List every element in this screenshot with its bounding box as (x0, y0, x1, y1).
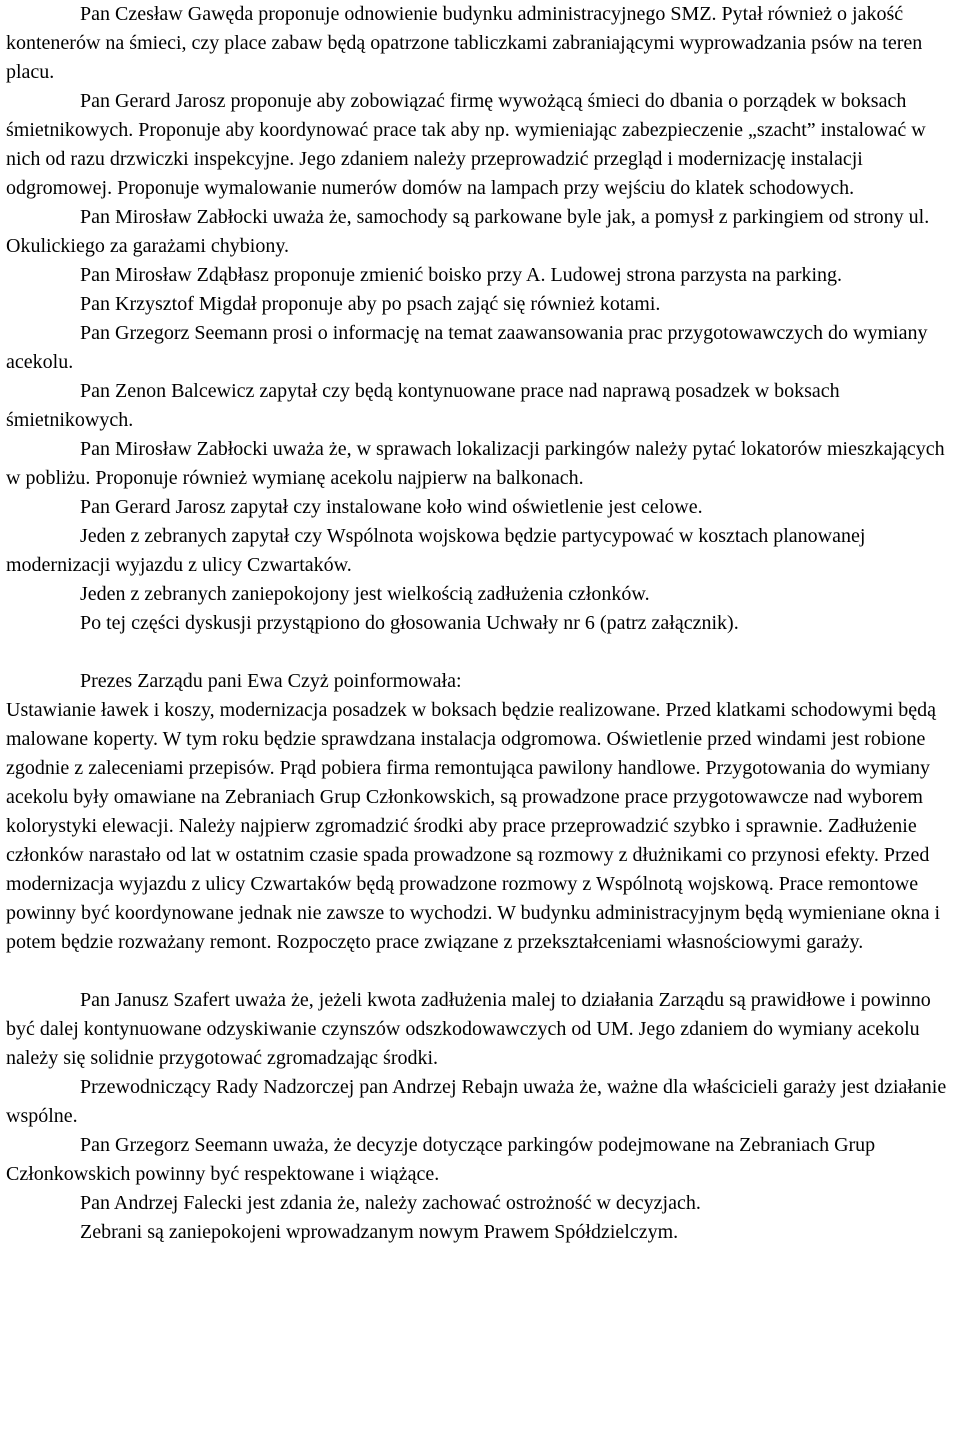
paragraph-zablocki-1: Pan Mirosław Zabłocki uważa że, samochody są parkowane byle jak, a pomysł z parkingiem od strony ul. Okulickiego za garażami chybiony. (6, 206, 930, 257)
president-heading: Prezes Zarządu pani Ewa Czyż poinformowała: (80, 670, 462, 692)
paragraph-prawo: Zebrani są zaniepokojeni wprowadzanym nowym Prawem Spółdzielczym. (80, 1221, 679, 1243)
paragraph-jarosz-2: Pan Gerard Jarosz zapytał czy instalowane koło wind oświetlenie jest celowe. (80, 496, 703, 518)
paragraph-zadluzenie: Jeden z zebranych zaniepokojony jest wielkością zadłużenia członków. (80, 583, 650, 605)
paragraph-jarosz: Pan Gerard Jarosz proponuje aby zobowiązać firmę wywożącą śmieci do dbania o porządek w boksach śmietnikowych. Proponuje aby koordynować prace tak aby np. wymieniając zabezpieczenie „szacht” instalować w nich od razu drzwiczki inspekcyjne. Jego zdaniem należy przeprowadzić przegląd i modernizację instalacji odgromowej. Proponuje wymalowanie numerów domów na lampach przy wejściu do klatek schodowych. (6, 90, 926, 199)
document-page (6, 0, 956, 1247)
paragraph-balcewicz: Pan Zenon Balcewicz zapytał czy będą kontynuowane prace nad naprawą posadzek w boksach śmietnikowych. (6, 380, 840, 431)
paragraph-seemann-2: Pan Grzegorz Seemann uważa, że decyzje dotyczące parkingów podejmowane na Zebraniach Grup Członkowskich powinny być respektowane i wiążące. (6, 1134, 876, 1185)
paragraph-glosowanie: Po tej części dyskusji przystąpiono do głosowania Uchwały nr 6 (patrz załącznik). (80, 612, 739, 634)
paragraph-gap (6, 957, 956, 986)
paragraph-migdal: Pan Krzysztof Migdał proponuje aby po psach zająć się również kotami. (80, 293, 661, 315)
paragraph-zablocki-2: Pan Mirosław Zabłocki uważa że, w sprawach lokalizacji parkingów należy pytać lokatorów mieszkających w pobliżu. Proponuje również wymianę acekolu najpierw na balkonach. (6, 438, 945, 489)
president-text: Ustawianie ławek i koszy, modernizacja posadzek w boksach będzie realizowane. Przed klatkami schodowymi będą malowane koperty. W tym roku będzie sprawdzana instalacja odgromowa. Oświetlenie przed windami jest robione zgodnie z zaleceniami przepisów. Prąd pobiera firma remontująca pawilony handlowe. Przygotowania do wymiany acekolu były omawiane na Zebraniach Grup Członkowskich, są prowadzone prace przygotowawcze nad wyborem kolorystyki elewacji. Należy najpierw zgromadzić środki aby prace przeprowadzić szybko i sprawnie. Zadłużenie członków narastało od lat w ostatnim czasie spada prowadzone są rozmowy z dłużnikami co przynosi efekty. Przed modernizacja wyjazdu z ulicy Czwartaków będą prowadzone rozmowy z Wspólnotą wojskową. Prace remontowe powinny być koordynowane jednak nie zawsze to wychodzi. W budynku administracyjnym będą wymieniane okna i potem będzie rozważany remont. Rozpoczęto prace związane z przekształceniami własnościowymi garaży. (6, 699, 941, 953)
paragraph-wspolnota: Jeden z zebranych zapytał czy Wspólnota wojskowa będzie partycypować w kosztach planowanej modernizacji wyjazdu z ulicy Czwartaków. (6, 525, 866, 576)
paragraph-zdablasz: Pan Mirosław Zdąbłasz proponuje zmienić boisko przy A. Ludowej strona parzysta na parking. (80, 264, 843, 286)
paragraph-falecki: Pan Andrzej Falecki jest zdania że, należy zachować ostrożność w decyzjach. (80, 1192, 701, 1214)
paragraph-seemann-1: Pan Grzegorz Seemann prosi o informację na temat zaawansowania prac przygotowawczych do wymiany acekolu. (6, 322, 928, 373)
paragraph-szafert: Pan Janusz Szafert uważa że, jeżeli kwota zadłużenia malej to działania Zarządu są prawidłowe i powinno być dalej kontynuowane odzyskiwanie czynszów odszkodowawczych od UM. Jego zdaniem do wymiany acekolu należy się solidnie przygotować zgromadzając środki. (6, 989, 931, 1069)
paragraph-gaweda: Pan Czesław Gawęda proponuje odnowienie budynku administracyjnego SMZ. Pytał również o jakość kontenerów na śmieci, czy place zabaw będą opatrzone tabliczkami zabraniającymi wyprowadzania psów na teren placu. (6, 3, 923, 83)
paragraph-rebajn: Przewodniczący Rady Nadzorczej pan Andrzej Rebajn uważa że, ważne dla właścicieli garaży jest działanie wspólne. (6, 1076, 947, 1127)
paragraph-gap (6, 638, 956, 667)
